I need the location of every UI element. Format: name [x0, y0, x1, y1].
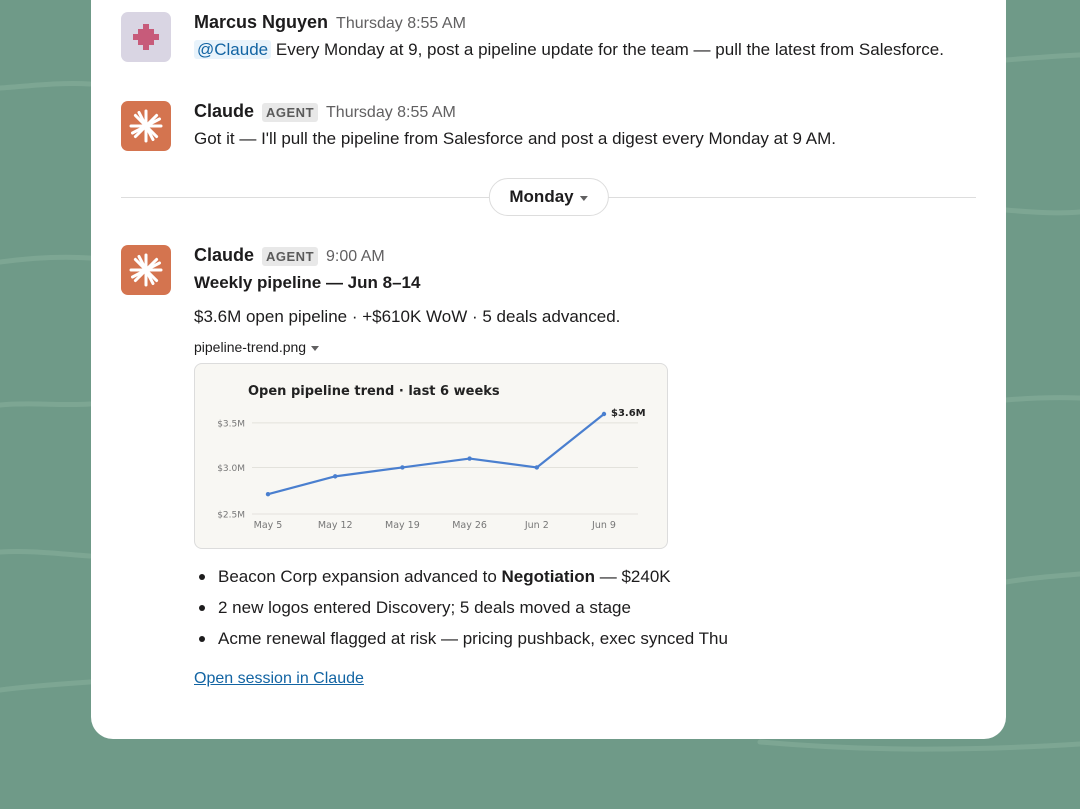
avatar[interactable]	[121, 12, 171, 62]
agent-badge: AGENT	[262, 247, 318, 266]
agent-badge: AGENT	[262, 103, 318, 122]
chevron-down-icon	[311, 346, 319, 351]
chevron-down-icon	[580, 196, 588, 201]
digest-title: Weekly pipeline — Jun 8–14	[194, 273, 421, 292]
message-text: Got it — I'll pull the pipeline from Salesforce and post a digest every Monday at 9 AM.	[194, 129, 837, 148]
message-text	[194, 37, 976, 62]
list-item	[194, 561, 976, 592]
digest-bullets	[194, 561, 976, 654]
author-name[interactable]: Claude	[194, 245, 255, 265]
attachment-filename: pipeline-trend.png	[194, 339, 307, 355]
data-point	[266, 492, 270, 496]
avatar[interactable]	[121, 245, 171, 295]
digest-summary: $3.6M open pipeline · +$610K WoW · 5 deals advanced.	[194, 307, 621, 326]
series-line	[268, 414, 604, 494]
x-tick-label: May 12	[317, 520, 353, 531]
conversation-panel	[91, 0, 1006, 739]
chart-title: Open pipeline trend · last 6 weeks	[248, 384, 500, 399]
list-item: 2 new logos entered Discovery; 5 deals moved a stage	[194, 592, 976, 623]
data-label: $3.6M	[611, 408, 646, 419]
claude-logo-icon	[128, 252, 164, 288]
data-point	[467, 456, 471, 460]
pipeline-trend-chart[interactable]	[194, 363, 668, 549]
list-item: Acme renewal flagged at risk — pricing pushback, exec synced Thu	[194, 623, 976, 654]
message-marcus	[121, 12, 976, 92]
day-divider-button[interactable]	[488, 178, 608, 216]
message-claude-digest	[121, 245, 976, 685]
message-claude-reply	[121, 101, 976, 161]
author-name[interactable]: Marcus Nguyen	[194, 12, 329, 32]
avatar[interactable]	[121, 101, 171, 151]
data-point	[535, 465, 539, 469]
timestamp[interactable]: 9:00 AM	[326, 248, 385, 265]
y-tick-label: $2.5M	[217, 510, 245, 521]
x-tick-label: May 19	[385, 520, 420, 531]
x-tick-label: Jun 2	[524, 520, 549, 531]
data-point	[602, 412, 606, 416]
open-session-link[interactable]: Open session in Claude	[194, 670, 364, 687]
bullet-text-pre: Beacon Corp expansion advanced to	[218, 566, 502, 586]
day-label: Monday	[509, 187, 574, 206]
mention-claude[interactable]: @Claude	[194, 40, 271, 59]
y-tick-label: $3.5M	[217, 419, 245, 430]
message-text-body: Every Monday at 9, post a pipeline update for the team — pull the latest from Salesforce.	[271, 40, 944, 59]
user-avatar-icon	[131, 22, 161, 52]
x-tick-label: May 5	[253, 520, 283, 531]
claude-logo-icon	[128, 108, 164, 144]
x-tick-label: Jun 9	[592, 520, 616, 531]
author-name[interactable]: Claude	[194, 101, 255, 121]
day-divider	[121, 178, 976, 216]
attachment-name[interactable]	[194, 339, 976, 355]
bullet-text-bold: Negotiation	[501, 566, 596, 586]
y-tick-label: $3.0M	[217, 463, 245, 474]
timestamp[interactable]: Thursday 8:55 AM	[326, 104, 456, 121]
data-point	[400, 465, 404, 469]
data-point	[333, 474, 337, 478]
timestamp[interactable]: Thursday 8:55 AM	[336, 15, 466, 32]
bullet-text-post: — $240K	[595, 566, 671, 586]
x-tick-label: May 26	[452, 520, 487, 531]
chart-svg	[195, 364, 669, 550]
